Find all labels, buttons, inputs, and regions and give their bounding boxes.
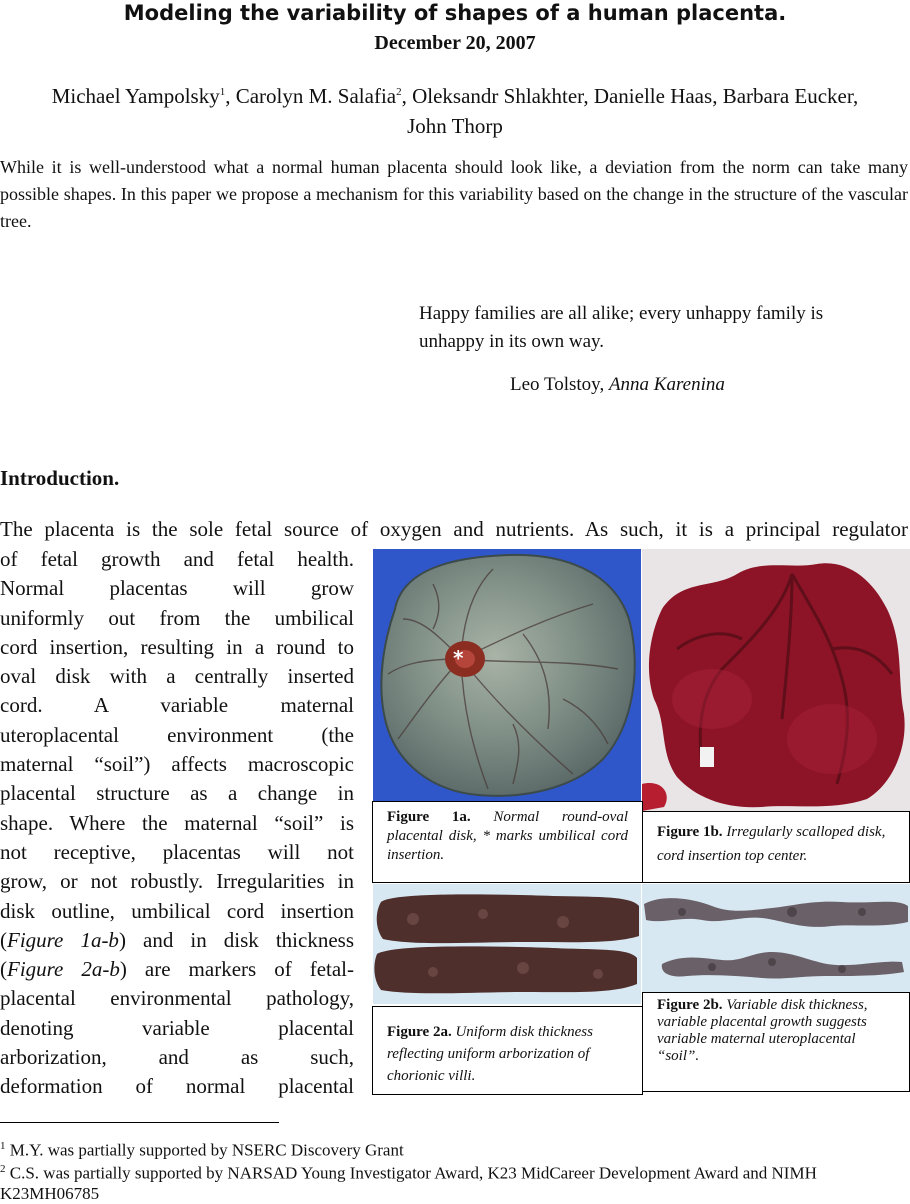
figure-2a-caption (372, 1006, 643, 1095)
figure-1b-photo (642, 549, 910, 811)
intro-line: (Figure 1a-b) and in disk thickness (0, 927, 354, 952)
figure-reference: Figure 2a-b (7, 957, 120, 982)
author-name: Carolyn M. Salafia (235, 84, 397, 108)
figure-1a-label: Figure 1a. (387, 809, 471, 825)
intro-line: shape. Where the maternal “soil” is (0, 810, 354, 835)
intro-line: (Figure 2a-b) are markers of fetal- (0, 957, 354, 982)
figure-1b-caption-text: Irregularly scalloped disk, cord insertion top center. (657, 824, 886, 864)
intro-line: grow, or not robustly. Irregularities in (0, 869, 354, 894)
placenta-round-image (373, 549, 641, 801)
abstract-paragraph: While it is well-understood what a normal human placenta should look like, a deviation from the norm can take many possible shapes. In this paper we propose a mechanism for this variability based on the change in the structure of the vascular tree. (0, 157, 908, 231)
figure-2b-caption-text: Variable disk thickness, variable placental growth suggests variable maternal uteroplacental “soil”. (657, 997, 868, 1064)
intro-line: deformation of normal placental (0, 1074, 354, 1099)
intro-line: uniformly out from the umbilical (0, 605, 354, 630)
paper-title: Modeling the variability of shapes of a human placenta. (123, 1, 787, 25)
author-name: John Thorp (407, 114, 503, 138)
author-name: Oleksandr Shlakhter (412, 84, 584, 108)
figure-2a-label: Figure 2a. (387, 1024, 452, 1040)
footnote-text: M.Y. was partially supported by NSERC Discovery Grant (9, 1140, 404, 1160)
intro-line: not receptive, placentas will not (0, 839, 354, 864)
intro-line: placental environmental pathology, (0, 986, 354, 1011)
intro-line: Normal placentas will grow (0, 576, 354, 601)
author-list: Michael Yampolsky$^1$, Carolyn M. Salafia$^2$, Oleksandr Shlakhter, Danielle Haas, Barbara Eucker, John Thorp (51, 84, 859, 138)
figure-1a-photo (373, 549, 641, 801)
intro-line: denoting variable placental (0, 1015, 354, 1040)
placenta-variable-slices-image (642, 884, 910, 992)
author-affiliation-mark: 1 (219, 86, 226, 98)
epigraph-attribution (510, 374, 725, 396)
intro-line: uteroplacental environment (the (0, 722, 354, 747)
placenta-uniform-slices-image (373, 884, 641, 1004)
footnote-2 (0, 1159, 900, 1204)
figure-2a-photo (373, 884, 641, 1004)
intro-first-line: The placenta is the sole fetal source of oxygen and nutrients. As such, it is a principal regulator (0, 517, 908, 541)
intro-line: cord. A variable maternal (0, 693, 354, 718)
figure-reference: Figure 1a-b (7, 927, 119, 952)
author-affiliation-mark: 2 (396, 86, 402, 98)
figure-1b-label: Figure 1b. (657, 824, 723, 840)
figure-2b-caption (642, 992, 910, 1092)
epigraph-author: Leo Tolstoy, (510, 374, 609, 395)
author-name: Danielle Haas (593, 84, 713, 108)
footnote-mark: 1 (0, 1140, 6, 1152)
author-name: Barbara Eucker (722, 84, 854, 108)
figure-1a-caption (372, 801, 643, 883)
section-heading-introduction: Introduction. (0, 466, 120, 490)
intro-line: maternal “soil”) affects macroscopic (0, 752, 354, 777)
footnote-text: C.S. was partially supported by NARSAD Young Investigator Award, K23 MidCareer Development Award and NIMH K23MH06785 (0, 1163, 817, 1203)
figure-2b-photo (642, 884, 910, 992)
intro-line: disk outline, umbilical cord insertion (0, 898, 354, 923)
placenta-scalloped-image (642, 549, 910, 811)
cord-insertion-marker: * (453, 646, 464, 670)
epigraph-work: Anna Karenina (608, 374, 725, 395)
intro-line: cord insertion, resulting in a round to (0, 634, 354, 659)
intro-line: arborization, and as such, (0, 1045, 354, 1070)
footnote-1 (0, 1136, 908, 1161)
footnote-mark: 2 (0, 1163, 6, 1175)
figure-1a-caption-text: Normal round-oval placental disk, * marks umbilical cord insertion. (387, 809, 629, 863)
epigraph-quote: Happy families are all alike; every unhappy family is unhappy in its own way. (419, 303, 824, 352)
intro-line: of fetal growth and fetal health. (0, 547, 354, 571)
paper-date: December 20, 2007 (374, 32, 536, 54)
author-name: Michael Yampolsky (51, 84, 220, 108)
figure-1b-caption (642, 811, 910, 883)
figure-2b-label: Figure 2b. (657, 997, 723, 1013)
footnote-rule (0, 1122, 279, 1123)
figure-2a-caption-text: Uniform disk thickness reflecting uniform arborization of chorionic villi. (387, 1024, 593, 1084)
intro-column-text (0, 545, 354, 1102)
intro-line: oval disk with a centrally inserted (0, 664, 354, 689)
intro-line: placental structure as a change in (0, 781, 354, 806)
